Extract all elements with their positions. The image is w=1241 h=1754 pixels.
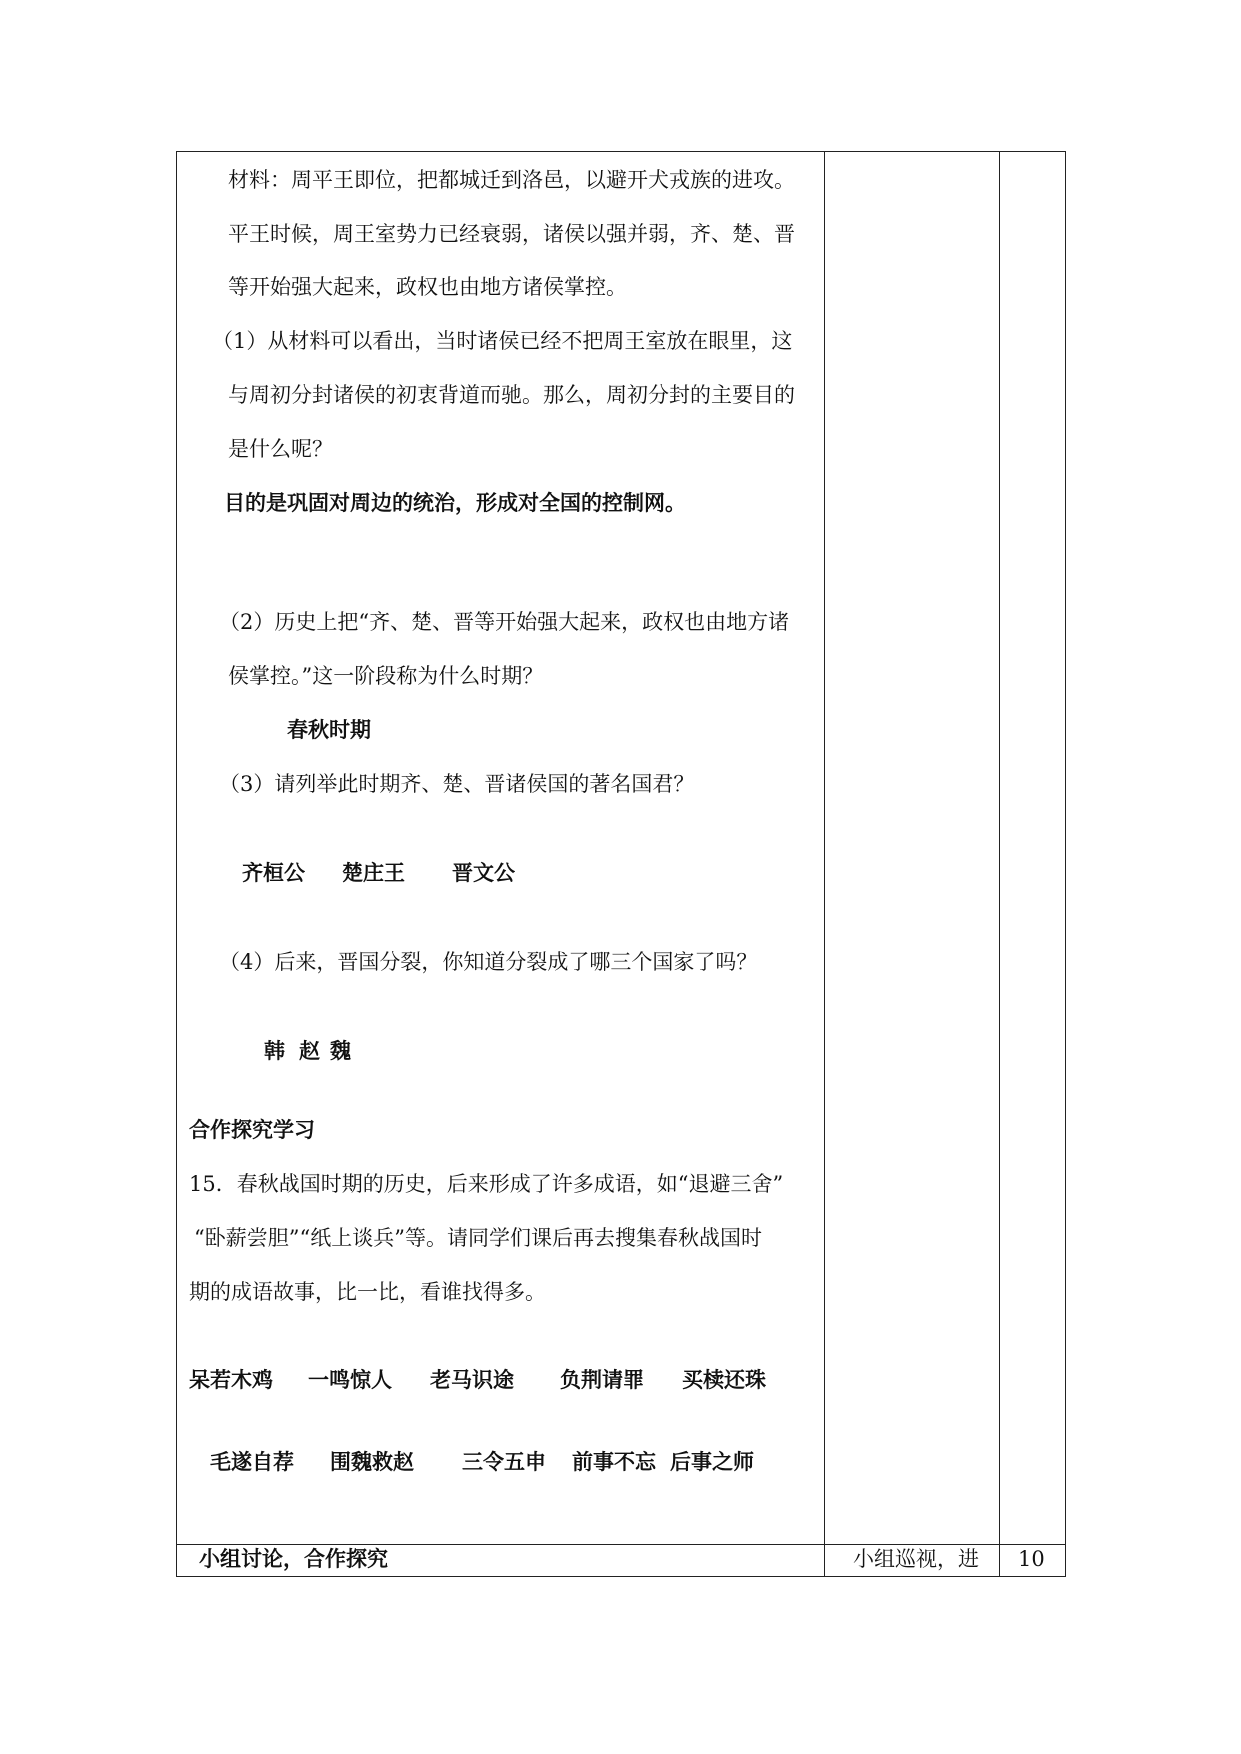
answer-3-item: 齐桓公	[242, 861, 305, 885]
bottom-row-teacher: 小组巡视，进	[853, 1547, 979, 1571]
answer-3-item: 楚庄王	[342, 861, 405, 885]
question-15-line: 15．春秋战国时期的历史，后来形成了许多成语，如“退避三舍”	[189, 1172, 784, 1196]
lesson-table	[176, 151, 1066, 1577]
question-15-line: “卧薪尝胆”“纸上谈兵”等。请同学们课后再去搜集春秋战国时	[194, 1226, 762, 1250]
question-4: （4）后来，晋国分裂，你知道分裂成了哪三个国家了吗？	[219, 950, 758, 974]
question-1-line: 是什么呢？	[228, 437, 333, 461]
answer-4-item: 韩	[264, 1039, 285, 1063]
idiom: 前事不忘	[572, 1450, 656, 1474]
answer-3-item: 晋文公	[452, 861, 515, 885]
idiom: 一鸣惊人	[308, 1368, 392, 1392]
question-1-line: （1）从材料可以看出，当时诸侯已经不把周王室放在眼里，这	[212, 329, 793, 353]
column-divider	[824, 152, 825, 1576]
column-divider	[999, 152, 1000, 1576]
idiom: 负荆请罪	[560, 1368, 644, 1392]
idiom: 三令五申	[462, 1450, 546, 1474]
idiom: 毛遂自荐	[210, 1450, 294, 1474]
answer-4-item: 魏	[330, 1039, 351, 1063]
question-2-line: （2）历史上把“齐、楚、晋等开始强大起来，政权也由地方诸	[219, 610, 790, 634]
material-line: 等开始强大起来，政权也由地方诸侯掌控。	[228, 275, 627, 299]
material-line: 平王时候，周王室势力已经衰弱，诸侯以强并弱，齐、楚、晋	[228, 222, 795, 246]
question-15-line: 期的成语故事，比一比，看谁找得多。	[189, 1280, 546, 1304]
bottom-row-time: 10	[1018, 1547, 1045, 1571]
idiom: 呆若木鸡	[189, 1368, 273, 1392]
answer-1: 目的是巩固对周边的统治，形成对全国的控制网。	[224, 491, 686, 515]
idiom: 买椟还珠	[682, 1368, 766, 1392]
idiom: 围魏救赵	[330, 1450, 414, 1474]
bottom-row-content: 小组讨论，合作探究	[199, 1547, 388, 1571]
idiom: 后事之师	[670, 1450, 754, 1474]
answer-2: 春秋时期	[287, 718, 371, 742]
idiom: 老马识途	[430, 1368, 514, 1392]
question-1-line: 与周初分封诸侯的初衷背道而驰。那么，周初分封的主要目的	[228, 383, 795, 407]
material-line: 材料：周平王即位，把都城迁到洛邑，以避开犬戎族的进攻。	[228, 168, 795, 192]
question-2-line: 侯掌控。”这一阶段称为什么时期？	[228, 664, 544, 688]
question-3: （3）请列举此时期齐、楚、晋诸侯国的著名国君？	[219, 772, 695, 796]
section-heading: 合作探究学习	[189, 1118, 315, 1142]
answer-4-item: 赵	[299, 1039, 320, 1063]
row-divider	[177, 1544, 1065, 1545]
